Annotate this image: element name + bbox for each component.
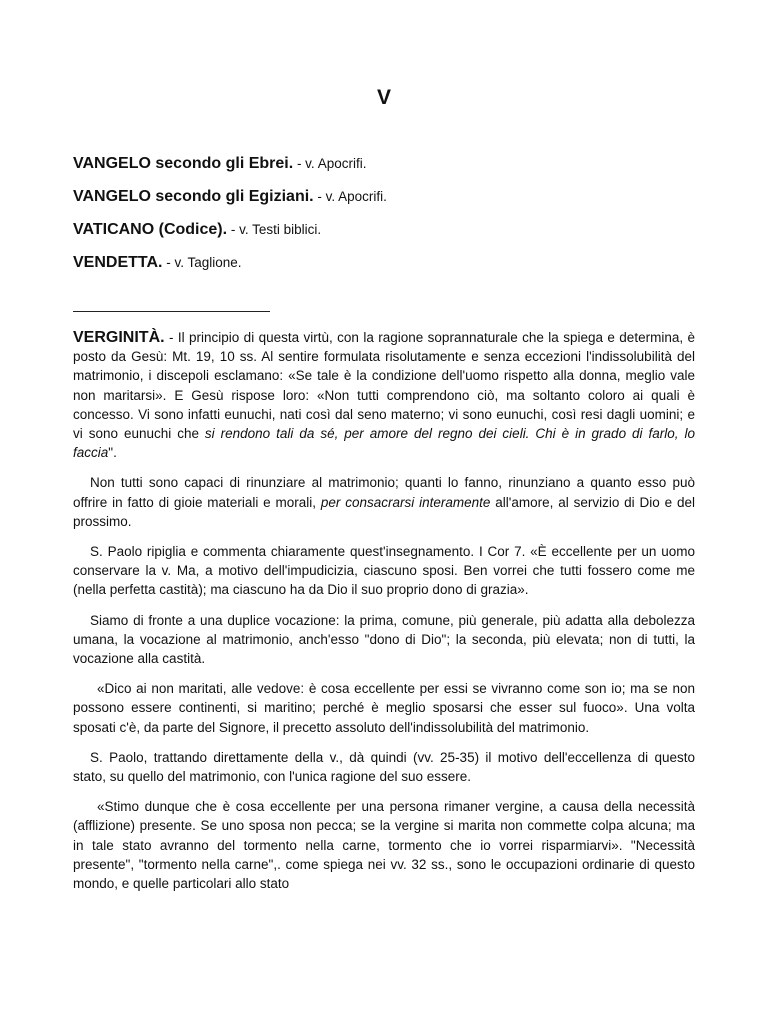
entry-reference: - v. Testi biblici. (227, 222, 322, 237)
entry-vangelo-ebrei (73, 155, 713, 188)
entry-headword: VATICANO (Codice). (73, 221, 228, 238)
paragraph-7: «Stimo dunque che è cosa eccellente per una persona rimaner vergine, a causa della necessità (afflizione) presente. Se uno sposa non pecca; se la vergine si marita non commette colpa alcuna; ma in tale stato avranno del tormento nella carne, tormento che io vorrei risparmiarvi». "Necessità presente", "tormento nella carne",. come spiega nei vv. 32 ss., sono le occupazioni ordinarie di questo mondo, e quelle particolari allo stato (73, 799, 695, 892)
paragraph-2: Non tutti sono capaci di rinunziare al matrimonio; quanti lo fanno, rinunziano a quanto esso può offrire in fatto di gioie materiali e morali, per consacrarsi interamente all'amore, al servizio di Dio e del prossimo. (73, 475, 696, 529)
entry-vaticano (73, 221, 713, 254)
entry-reference: - v. Apocrifi. (293, 156, 367, 171)
entry-verginita (73, 328, 695, 893)
paragraph-4: Siamo di fronte a una duplice vocazione: la prima, comune, più generale, più adatta alla debolezza umana, la vocazione al matrimonio, anch'esso "dono di Dio"; la seconda, più elevata; non di tutti, la vocazione alla castità. (73, 612, 695, 667)
cross-reference-entries (73, 155, 713, 287)
entry-headword: VANGELO secondo gli Ebrei. (73, 155, 294, 172)
separator-rule (73, 311, 270, 312)
entry-headword: VERGINITÀ. (73, 329, 165, 346)
paragraph-1: VERGINITÀ. - Il principio di questa virtù, con la ragione soprannaturale che la spiega e determina, è posto da Gesù: Mt. 19, 10 ss. Al sentire formulata risolutamente e senza eccezioni l'indissolubilità del matrimonio, i discepoli esclamano: «Se tale è la condizione dell'uomo rispetto alla donna, meglio vale non maritarsi». E Gesù rispose loro: «Non tutti comprendono ciò, ma soltanto coloro ai quali è concesso. Vi sono infatti eunuchi, nati così dal seno materno; vi sono eunuchi, così resi dagli uomini; e vi sono eunuchi che si rendono tali da sé, per amore del regno dei cieli. Chi è in grado di farlo, lo faccia". (73, 329, 695, 461)
entry-vangelo-egiziani (73, 188, 713, 221)
italic-quote: si rendono tali da sé, per amore del regno dei cieli. Chi è in grado di farlo, lo faccia (73, 426, 695, 461)
italic-phrase: per consacrarsi interamente (320, 494, 491, 510)
paragraph-3: S. Paolo ripiglia e commenta chiaramente quest'insegnamento. I Cor 7. «È eccellente per un uomo conservare la v. Ma, a motivo dell'impudicizia, ciascuno sposi. Ben vorrei che tutti fossero come me (nella perfetta castità); ma ciascuno ha da Dio il suo proprio dono di grazia». (73, 544, 695, 598)
paragraph-6: S. Paolo, trattando direttamente della v., dà quindi (vv. 25-35) il motivo dell'eccellenza di questo stato, su quello del matrimonio, con l'unica ragione del suo essere. (73, 749, 695, 785)
section-letter: V (376, 86, 391, 109)
entry-headword: VENDETTA. (73, 254, 163, 271)
entry-headword: VANGELO secondo gli Egiziani. (73, 188, 314, 205)
entry-vendetta (73, 254, 713, 287)
paragraph-5: «Dico ai non maritati, alle vedove: è cosa eccellente per essi se vivranno come son io; ma se non possono essere continenti, si maritino; perché è meglio sposarsi che esser sul fuoco». Una volta sposati c'è, da parte del Signore, il precetto assoluto dell'indissolubilità del matrimonio. (73, 681, 695, 735)
entry-reference: - v. Taglione. (162, 255, 242, 270)
entry-reference: - v. Apocrifi. (313, 189, 387, 204)
